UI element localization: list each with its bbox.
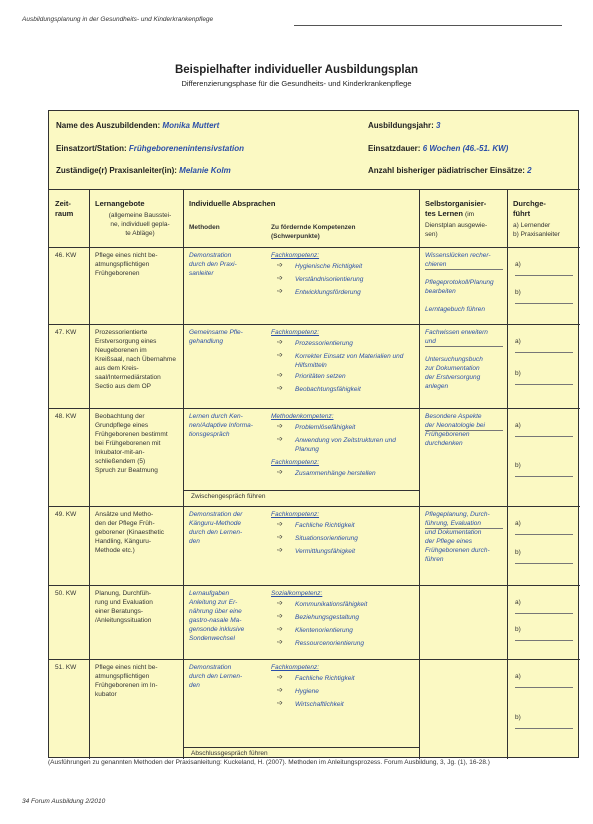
competency-item: Vermittlungsfähigkeit — [295, 548, 356, 555]
row-selflearning-line: und Dokumentation — [425, 529, 482, 536]
row-separator — [49, 659, 580, 660]
competency-item: Zusammenhänge herstellen — [295, 470, 376, 477]
training-year: Ausbildungsjahr: 3 — [368, 121, 441, 130]
row-offer-line: atmungspflichtigen — [95, 673, 150, 680]
row-offer-line: Sectio aus dem OP — [95, 383, 151, 390]
arrow-icon: ➩ — [277, 521, 283, 528]
running-header: Ausbildungsplanung in der Gesundheits- und Kinderkrankenpflege — [22, 16, 214, 23]
row-method-line: den — [189, 538, 200, 545]
row-separator — [49, 506, 580, 507]
row-method-line: Demonstration der — [189, 511, 243, 518]
row-week: 48. KW — [55, 413, 77, 420]
signoff-a-line — [515, 687, 573, 688]
page-footer: 34 Forum Ausbildung 2/2010 — [22, 798, 106, 805]
competency-category: Sozialkompetenz: — [271, 590, 323, 597]
arrow-icon: ➩ — [277, 469, 283, 476]
competency-item: Wirtschaftlichkeit — [295, 701, 344, 708]
competency-item: Prozessorientierung — [295, 340, 353, 347]
signoff-b-line — [515, 728, 573, 729]
row-selflearning-line: Fachwissen erweitern — [425, 329, 488, 336]
arrow-icon: ➩ — [277, 288, 283, 295]
signoff-b-label: b) — [515, 625, 521, 633]
competency-item: Entwicklungsförderung — [295, 289, 361, 296]
competency-item: Hygienische Richtigkeit — [295, 263, 363, 270]
competency-item: Prioritäten setzen — [295, 373, 346, 380]
row-selflearning-line: Pflegeprotokoll/Planung — [425, 279, 494, 286]
signoff-b-line — [515, 303, 573, 304]
row-offer-line: geborener (Kinaesthetic — [95, 529, 165, 536]
row-selflearning-line: und — [425, 338, 436, 345]
competency-category: Fachkompetenz: — [271, 252, 320, 259]
row-method-line: Gemeinsame Pfle- — [189, 329, 243, 336]
row-separator — [49, 585, 580, 586]
row-method-line: durch den Lernen- — [189, 673, 243, 680]
row-selflearning-line: zur Dokumentation — [425, 365, 480, 372]
row-method-line: gastro-nasale Ma- — [189, 617, 242, 624]
row-talk: Zwischengespräch führen — [191, 493, 266, 500]
row-offer-line: schließendem (5) — [95, 458, 146, 465]
arrow-icon: ➩ — [277, 613, 283, 620]
signoff-b-label: b) — [515, 549, 521, 557]
col-rule — [419, 189, 420, 759]
row-week: 51. KW — [55, 664, 77, 671]
talk-rule — [183, 747, 419, 748]
arrow-icon: ➩ — [277, 600, 283, 607]
trainee-name: Name des Auszubildenden: Monika Muttert — [56, 121, 220, 130]
competency-item: Situationsorientierung — [295, 535, 358, 542]
row-method-line: nen/Adaptive Informa- — [189, 422, 253, 429]
row-offer-line: Frühgeborenen — [95, 270, 140, 277]
header-bottom-rule — [49, 247, 580, 248]
row-method-line: Anleitung zur Er- — [189, 599, 238, 606]
row-method-line: Demonstration — [189, 664, 232, 671]
competency-item: Ressourcenorientierung — [295, 640, 365, 647]
signoff-b-line — [515, 384, 573, 385]
signoff-a-label: a) — [515, 599, 521, 606]
row-offer-line: bei Frühgeborenen mit — [95, 440, 161, 447]
selflearning-underline — [425, 346, 503, 347]
arrow-icon: ➩ — [277, 687, 283, 694]
arrow-icon: ➩ — [277, 626, 283, 633]
table-top-rule — [49, 189, 580, 190]
row-selflearning-line: der Pflege eines — [425, 538, 472, 545]
row-offer-line: aus dem Kreis- — [95, 365, 139, 372]
row-selflearning-line: Frühgeborenen durch- — [425, 547, 490, 554]
row-separator — [49, 408, 580, 409]
row-offer-line: einer Beratungs- — [95, 608, 144, 615]
row-week: 47. KW — [55, 329, 77, 336]
row-offer-line: Planung, Durchfüh- — [95, 590, 152, 597]
competency-category: Fachkompetenz: — [271, 459, 320, 466]
signoff-b-label: b) — [515, 461, 521, 469]
row-method-line: gehandlung — [189, 338, 223, 345]
row-week: 50. KW — [55, 590, 77, 597]
signoff-a-label: a) — [515, 422, 521, 429]
row-offer-line: Kreißsaal, nach Übernahme — [95, 356, 176, 363]
row-offer-line: Prozessorientierte — [95, 329, 148, 336]
col-selflearning-header: Selbstorganisier- tes Lernen (im — [425, 199, 487, 218]
arrow-icon: ➩ — [277, 534, 283, 541]
row-offer-line: Frühgeborenen im In- — [95, 682, 158, 689]
row-method-line: tionsgespräch — [189, 431, 230, 438]
competency-item: Fachliche Richtigkeit — [295, 675, 355, 682]
row-offer-line: Pflege eines nicht be- — [95, 664, 158, 671]
arrow-icon: ➩ — [277, 674, 283, 681]
arrow-icon: ➩ — [277, 275, 283, 282]
signoff-a-label: a) — [515, 338, 521, 345]
col-time-header: Zeit- raum — [55, 199, 74, 218]
row-offer-line: kubator — [95, 691, 117, 698]
signoff-b-line — [515, 563, 573, 564]
col-rule — [183, 189, 184, 759]
competency-category: Methodenkompetenz: — [271, 413, 334, 420]
row-offer-line: Erstversorgung eines — [95, 338, 157, 345]
talk-rule — [183, 490, 419, 491]
row-offer-line: Handling, Känguru- — [95, 538, 152, 545]
row-offer-line: saal/Intermediärstation — [95, 374, 161, 381]
signoff-a-line — [515, 436, 573, 437]
row-method-line: Demonstration — [189, 252, 232, 259]
col-rule — [89, 189, 90, 759]
competency-item: Hygiene — [295, 688, 319, 695]
selflearning-underline — [425, 430, 503, 431]
arrow-icon: ➩ — [277, 436, 283, 443]
selflearning-underline — [425, 528, 503, 529]
row-method-line: den — [189, 682, 200, 689]
signoff-a-line — [515, 534, 573, 535]
signoff-b-label: b) — [515, 370, 521, 378]
row-method-line: sanleiter — [189, 270, 214, 277]
competency-category: Fachkompetenz: — [271, 664, 320, 671]
row-offer-line: Neugeborenen im — [95, 347, 147, 354]
row-method-line: durch den Praxi- — [189, 261, 237, 268]
signoff-a-label: a) — [515, 261, 521, 268]
prior-placements: Anzahl bisheriger pädiatrischer Einsätze: 2 — [368, 166, 532, 175]
row-method-line: Lernen durch Ken- — [189, 413, 243, 420]
row-method-line: gensonde inklusive — [189, 626, 245, 633]
row-selflearning-line: Frühgeborenen — [425, 431, 470, 438]
arrow-icon: ➩ — [277, 385, 283, 392]
signoff-a-label: a) — [515, 673, 521, 680]
row-selflearning-line: führen — [425, 556, 444, 563]
col-selflearning-note: Dienstplan ausgewie- sen) — [425, 222, 488, 238]
row-method-line: durch den Lernen- — [189, 529, 243, 536]
row-offer-line: atmungspflichtigen — [95, 261, 150, 268]
row-selflearning-line: Pflegeplanung, Durch- — [425, 511, 490, 518]
row-week: 49. KW — [55, 511, 77, 518]
signoff-b-line — [515, 640, 573, 641]
competency-item: Anwendung von Zeitstrukturen und Planung — [295, 437, 396, 453]
arrow-icon: ➩ — [277, 262, 283, 269]
selflearning-underline — [425, 269, 503, 270]
col-rule — [507, 189, 508, 759]
row-selflearning-line: Lerntagebuch führen — [425, 306, 485, 313]
arrow-icon: ➩ — [277, 339, 283, 346]
competency-item: Klientenorientierung — [295, 627, 353, 634]
competency-item: Beziehungsgestaltung — [295, 614, 359, 621]
competency-item: Kommunikationsfähigkeit — [295, 601, 368, 608]
signoff-a-label: a) — [515, 520, 521, 527]
col-done-header: Durchge- führt — [513, 199, 546, 218]
signoff-a-line — [515, 275, 573, 276]
arrow-icon: ➩ — [277, 547, 283, 554]
placement: Einsatzort/Station: Frühgeborenenintensivstation — [56, 144, 245, 153]
row-selflearning-line: der Erstversorgung — [425, 374, 481, 381]
signoff-a-line — [515, 613, 573, 614]
competency-category: Fachkompetenz: — [271, 329, 320, 336]
col-offers-note: (allgemeine Bausstei- ne, individuell gepla- te Abläge) — [108, 212, 172, 237]
practice-mentor: Zuständige(r) Praxisanleiter(in): Melanie Kolm — [56, 166, 231, 175]
row-talk: Abschlussgespräch führen — [191, 750, 268, 757]
row-method-line: Känguru-Methode — [189, 520, 242, 527]
signoff-a-line — [515, 352, 573, 353]
col-done-note: a) Lernender b) Praxisanleiter — [513, 222, 560, 238]
row-selflearning-line: führung, Evaluation — [425, 520, 482, 527]
row-method-line: Lernaufgaben — [189, 590, 230, 597]
row-offer-line: Inkubator-mit-an- — [95, 449, 145, 456]
row-offer-line: /Anleitungssituation — [95, 617, 152, 624]
row-offer-line: Pflege eines nicht be- — [95, 252, 158, 259]
header-rule — [294, 25, 562, 26]
competency-category: Fachkompetenz: — [271, 511, 320, 518]
row-offer-line: Beobachtung der — [95, 413, 145, 420]
competency-item: Problemlösefähigkeit — [295, 424, 356, 431]
col-competencies-header: Zu fördernde Kompetenzen (Schwerpunkte) — [271, 224, 356, 240]
placement-duration: Einsatzdauer: 6 Wochen (46.-51. KW) — [368, 144, 509, 153]
arrow-icon: ➩ — [277, 700, 283, 707]
signoff-b-label: b) — [515, 289, 521, 297]
row-offer-line: Methode etc.) — [95, 547, 135, 554]
competency-item: Verständnisorientierung — [295, 276, 364, 283]
arrow-icon: ➩ — [277, 639, 283, 646]
competency-item: Fachliche Richtigkeit — [295, 522, 355, 529]
row-separator — [49, 324, 580, 325]
row-week: 46. KW — [55, 252, 77, 259]
row-selflearning-line: Wissenslücken recher- — [425, 252, 491, 259]
row-selflearning-line: Untersuchungsbuch — [425, 356, 483, 363]
col-agreements-header: Individuelle Absprachen — [189, 199, 276, 208]
row-selflearning-line: bearbeiten — [425, 288, 456, 295]
row-offer-line: Ansätze und Metho- — [95, 511, 154, 518]
competency-item: Beobachtungsfähigkeit — [295, 386, 361, 393]
row-selflearning-line: der Neonatologie bei — [425, 422, 485, 429]
col-offers-header: Lernangebote — [95, 199, 145, 208]
row-offer-line: Spruch zur Beatmung — [95, 467, 158, 474]
col-methods-header: Methoden — [189, 224, 220, 231]
arrow-icon: ➩ — [277, 352, 283, 359]
signoff-b-label: b) — [515, 714, 521, 721]
signoff-b-line — [515, 476, 573, 477]
row-selflearning-line: anlegen — [425, 383, 449, 390]
row-method-line: Sondenwechsel — [189, 635, 235, 642]
arrow-icon: ➩ — [277, 372, 283, 379]
competency-item: Korrekter Einsatz von Materialien und Hilfsmitteln — [295, 353, 404, 369]
document-subtitle: Differenzierungsphase für die Gesundheits- und Kinderkrankenpflege — [181, 79, 412, 88]
row-offer-line: Frühgeborenen bestimmt — [95, 431, 168, 438]
row-selflearning-line: Besondere Aspekte — [425, 413, 482, 420]
training-plan-sheet — [48, 110, 579, 758]
row-selflearning-line: chieren — [425, 261, 447, 268]
row-offer-line: den der Pflege Früh- — [95, 520, 155, 527]
row-method-line: nährung über eine — [189, 608, 242, 615]
row-offer-line: Grundpflege eines — [95, 422, 149, 429]
arrow-icon: ➩ — [277, 423, 283, 430]
document-title: Beispielhafter individueller Ausbildungsplan — [174, 64, 419, 76]
footnote: (Ausführungen zu genannten Methoden der Praxisanleitung: Kuckeland, H. (2007). Methoden im Anleitungsprozess. Forum Ausbildung, 3, Jg. (1), 16-28.) — [48, 759, 490, 766]
row-offer-line: rung und Evaluation — [95, 599, 153, 606]
row-selflearning-line: durchdenken — [425, 440, 463, 447]
